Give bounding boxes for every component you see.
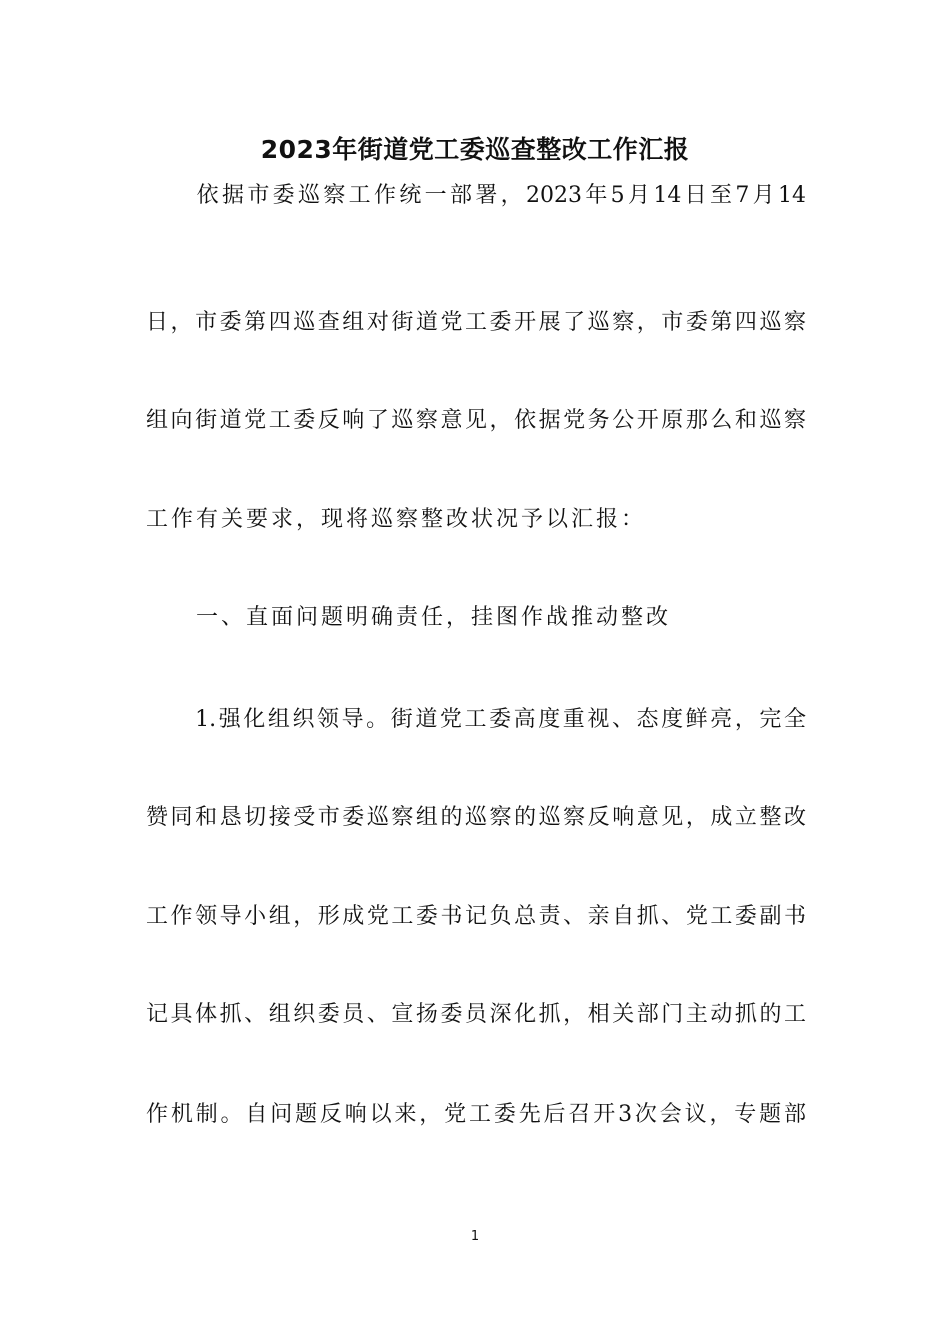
paragraph-line: 依据市委巡察工作统一部署，2023年5月14日至7月14	[146, 183, 806, 208]
page-number: 1	[470, 1229, 480, 1244]
paragraph-line: 工作有关要求，现将巡察整改状况予以汇报：	[146, 507, 647, 532]
paragraph-line: 日，市委第四巡查组对街道党工委开展了巡察，市委第四巡察	[146, 310, 806, 335]
paragraph-line: 1.强化组织领导。街道党工委高度重视、态度鲜亮，完全	[146, 707, 806, 732]
document-title: 2023年街道党工委巡查整改工作汇报	[260, 135, 690, 164]
paragraph-line: 作机制。自问题反响以来，党工委先后召开3次会议，专题部	[146, 1102, 806, 1127]
paragraph-line: 记具体抓、组织委员、宣扬委员深化抓，相关部门主动抓的工	[146, 1002, 806, 1027]
paragraph-line: 赞同和恳切接受市委巡察组的巡察的巡察反响意见，成立整改	[146, 805, 806, 830]
paragraph-line: 工作领导小组，形成党工委书记负总责、亲自抓、党工委副书	[146, 904, 806, 929]
paragraph-line: 组向街道党工委反响了巡察意见，依据党务公开原那么和巡察	[146, 408, 806, 433]
section-heading: 一、直面问题明确责任，挂图作战推动整改	[146, 605, 672, 630]
